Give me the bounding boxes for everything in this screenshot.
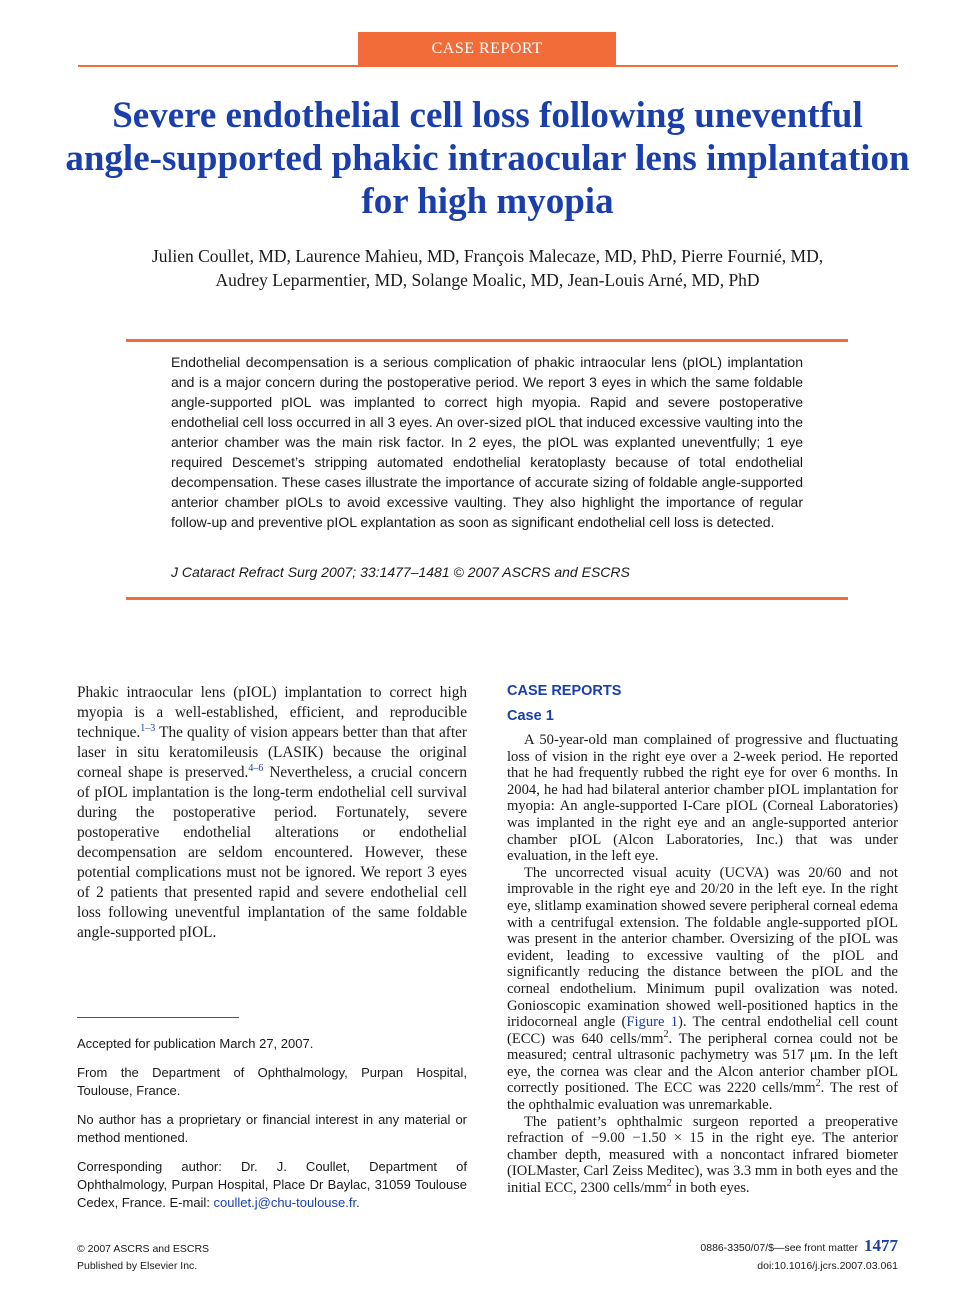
journal-citation: J Cataract Refract Surg 2007; 33:1477–1481 © 2007 ASCRS and ESCRS xyxy=(171,564,630,580)
subsection-heading: Case 1 xyxy=(507,708,554,724)
right-column xyxy=(507,681,898,1197)
footnote-rule xyxy=(77,1017,239,1018)
footer-copyright: © 2007 ASCRS and ESCRS xyxy=(77,1243,210,1255)
case-paragraph-2: The uncorrected visual acuity (UCVA) was 20/60 and not improvable in the right eye and 20/20 in the left eye. In the right eye, slitlamp examination showed severe peripheral corneal edema with a centrifugal extension. The foldable angle-supported pIOL was present in the anterior chamber. Oversizing of the pIOL was evident, leading to excessive vaulting of the pIOL and significantly reducing the distance between the pIOL and the corneal endothelium. Minimum pupil ovalization was noted. Gonioscopic examination showed well-positioned haptics in the iridocorneal angle (Figure 1). The central endothelial cell count (ECC) was 640 cells/$mm^2$. The peripheral cornea could not be measured; central ultrasonic pachymetry was 517 μm. In the left eye, the cornea was clear and the Alcon anterior chamber pIOL correctly positioned. The ECC was 2220 cells/$mm^2$. The rest of the ophthalmic evaluation was unremarkable. xyxy=(507,864,899,1114)
affiliation-note: From the Department of Ophthalmology, Purpan Hospital, Toulouse, France. xyxy=(77,1065,467,1098)
footnotes xyxy=(77,1035,467,1223)
accepted-note: Accepted for publication March 27, 2007. xyxy=(77,1036,314,1051)
author-list xyxy=(60,244,915,292)
page-number: 1477 xyxy=(864,1236,898,1255)
authors-line-1: Julien Coullet, MD, Laurence Mahieu, MD, François Malecaze, MD, PhD, Pierre Fournié, MD, xyxy=(151,246,824,266)
footer-publisher: Published by Elsevier Inc. xyxy=(77,1260,198,1272)
article-title: Severe endothelial cell loss following uneventful angle-supported phakic intraocular lens implantation for high myopia xyxy=(65,95,910,222)
authors-line-2: Audrey Leparmentier, MD, Solange Moalic, MD, Jean-Louis Arné, MD, PhD xyxy=(215,270,760,290)
case-report-badge: CASE REPORT xyxy=(358,32,616,66)
abstract-bottom-rule xyxy=(126,597,848,600)
section-heading: CASE REPORTS xyxy=(507,683,622,699)
email-link[interactable]: coullet.j@chu-toulouse.fr xyxy=(213,1195,357,1210)
footer-right xyxy=(558,1237,898,1275)
figure-link[interactable]: Figure 1 xyxy=(626,1014,678,1031)
case-paragraph-3: The patient’s ophthalmic surgeon reported a preoperative refraction of −9.00 −1.50 × 15 in the right eye. The anterior chamber depth, measured with a noncontact infrared biometer (IOLMaster, Carl Zeiss Meditec), was 3.3 mm in both eyes and the initial ECC, 2300 cells/$mm^2$ in both eyes. xyxy=(507,1113,898,1197)
footer-left xyxy=(77,1241,209,1275)
case-paragraph-1: A 50-year-old man complained of progressive and fluctuating loss of vision in the right eye over a 2-week period. He reported that he had frequently rubbed the right eye for over 6 months. In 2004, he had had bilateral anterior chamber pIOL implantation for myopia: An angle-supported I-Care pIOL (Corneal Laboratories) was implanted in the right eye and an angle-supported anterior chamber pIOL (Alcon Laboratories, Inc.) that was under evaluation, in the left eye. xyxy=(507,732,898,865)
corresponding-author-note: Corresponding author: Dr. J. Coullet, Department of Ophthalmology, Purpan Hospital, Place Dr Baylac, 31059 Toulouse Cedex, France. E-mail: coullet.j@chu-toulouse.fr. xyxy=(77,1159,467,1210)
abstract-top-rule xyxy=(126,339,848,342)
footer-doi: doi:10.1016/j.jcrs.2007.03.061 xyxy=(757,1260,898,1272)
disclosure-note: No author has a proprietary or financial interest in any material or method mentioned. xyxy=(77,1112,467,1145)
abstract-text: Endothelial decompensation is a serious complication of phakic intraocular lens (pIOL) implantation and is a major concern during the postoperative period. We report 3 eyes in which the same foldable angle-supported pIOL was implanted to correct high myopia. Rapid and severe postoperative endothelial cell loss occurred in all 3 eyes. An over-sized pIOL that induced excessive vaulting into the anterior chamber was the main risk factor. In 2 eyes, the pIOL was explanted uneventfully; 1 eye required Descemet’s stripping automated endothelial keratoplasty because of total endothelial decompensation. These cases illustrate the importance of accurate sizing of foldable angle-supported anterior chamber pIOLs to avoid excessive vaulting. They also highlight the importance of regular follow-up and preventive pIOL explantation as soon as significant endothelial cell loss is detected. xyxy=(171,354,803,530)
introduction-paragraph: Phakic intraocular lens (pIOL) implantation to correct high myopia is a well-established, efficient, and reproducible technique.$^{1-3}$ The quality of vision appears better than that after laser in situ keratomileusis (LASIK) because the original corneal shape is preserved.$^{4-6}$ Nevertheless, a crucial concern of pIOL implantation is the long-term endothelial cell survival during the postoperative period. Fortunately, severe postoperative endothelial alterations or endothelial decompensation are seldom encountered. However, these potential complications must not be ignored. We report 3 eyes of 2 patients that presented rapid and severe endothelial cell loss following uneventful implantation of the same foldable angle-supported pIOL. xyxy=(77,684,467,941)
footer-issn: 0886-3350/07/$—see front matter xyxy=(700,1242,858,1254)
reference-link[interactable]: 1–3 xyxy=(140,723,156,734)
reference-link[interactable]: 4–6 xyxy=(248,763,264,774)
